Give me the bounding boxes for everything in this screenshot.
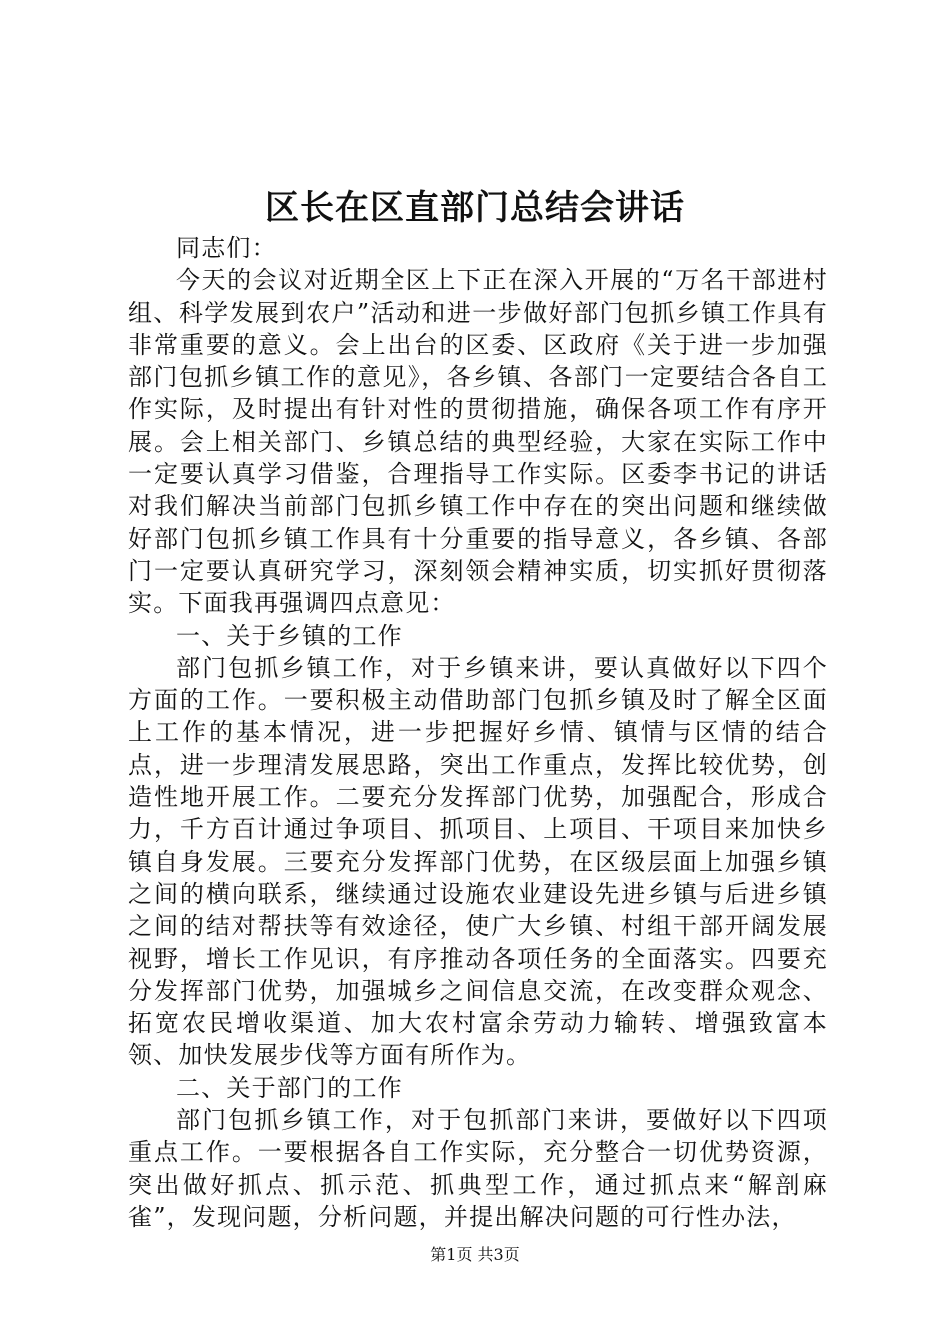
document-title: 区长在区直部门总结会讲话 [265,188,685,228]
salutation: 同志们： [176,234,277,262]
paragraph-township: 部门包抓乡镇工作，对于乡镇来讲，要认真做好以下四个方面的工作。一要积极主动借助部门包抓乡镇及时了解全区面上工作的基本情况，进一步把握好乡情、镇情与区情的结合点，进一步理清发展思路，突出工作重点，发挥比较优势，创造性地开展工作。二要充分发挥部门优势，加强配合，形成合力，千方百计通过争项目、抓项目、上项目、干项目来加快乡镇自身发展。三要充分发挥部门优势，在区级层面上加强乡镇之间的横向联系，继续通过设施农业建设先进乡镇与后进乡镇之间的结对帮扶等有效途径，使广大乡镇、村组干部开阔发展视野，增长工作见识，有序推动各项任务的全面落实。四要充分发挥部门优势，加强城乡之间信息交流，在改变群众观念、拓宽农民增收渠道、加大农村富余劳动力输转、增强致富本领、加快发展步伐等方面有所作为。 [128,653,828,1070]
paragraph-intro: 今天的会议对近期全区上下正在深入开展的“万名干部进村组、科学发展到农户”活动和进一步做好部门包抓乡镇工作具有非常重要的意义。会上出台的区委、区政府《关于进一步加强部门包抓乡镇工作的意见》，各乡镇、各部门一定要结合各自工作实际，及时提出有针对性的贯彻措施，确保各项工作有序开展。会上相关部门、乡镇总结的典型经验，大家在实际工作中一定要认真学习借鉴，合理指导工作实际。区委李书记的讲话对我们解决当前部门包抓乡镇工作中存在的突出问题和继续做好部门包抓乡镇工作具有十分重要的指导意义，各乡镇、各部门一定要认真研究学习，深刻领会精神实质，切实抓好贯彻落实。下面我再强调四点意见： [128,266,828,618]
document-body [128,232,828,1233]
section-heading-township: 一、关于乡镇的工作 [176,621,403,650]
page-number-footer: 第1页 共3页 [430,1245,520,1264]
section-heading-department: 二、关于部门的工作 [176,1073,403,1102]
paragraph-department: 部门包抓乡镇工作，对于包抓部门来讲，要做好以下四项重点工作。一要根据各自工作实际，充分整合一切优势资源，突出做好抓点、抓示范、抓典型工作，通过抓点来“解剖麻雀”，发现问题，分析问题，并提出解决问题的可行性办法， [128,1106,828,1231]
